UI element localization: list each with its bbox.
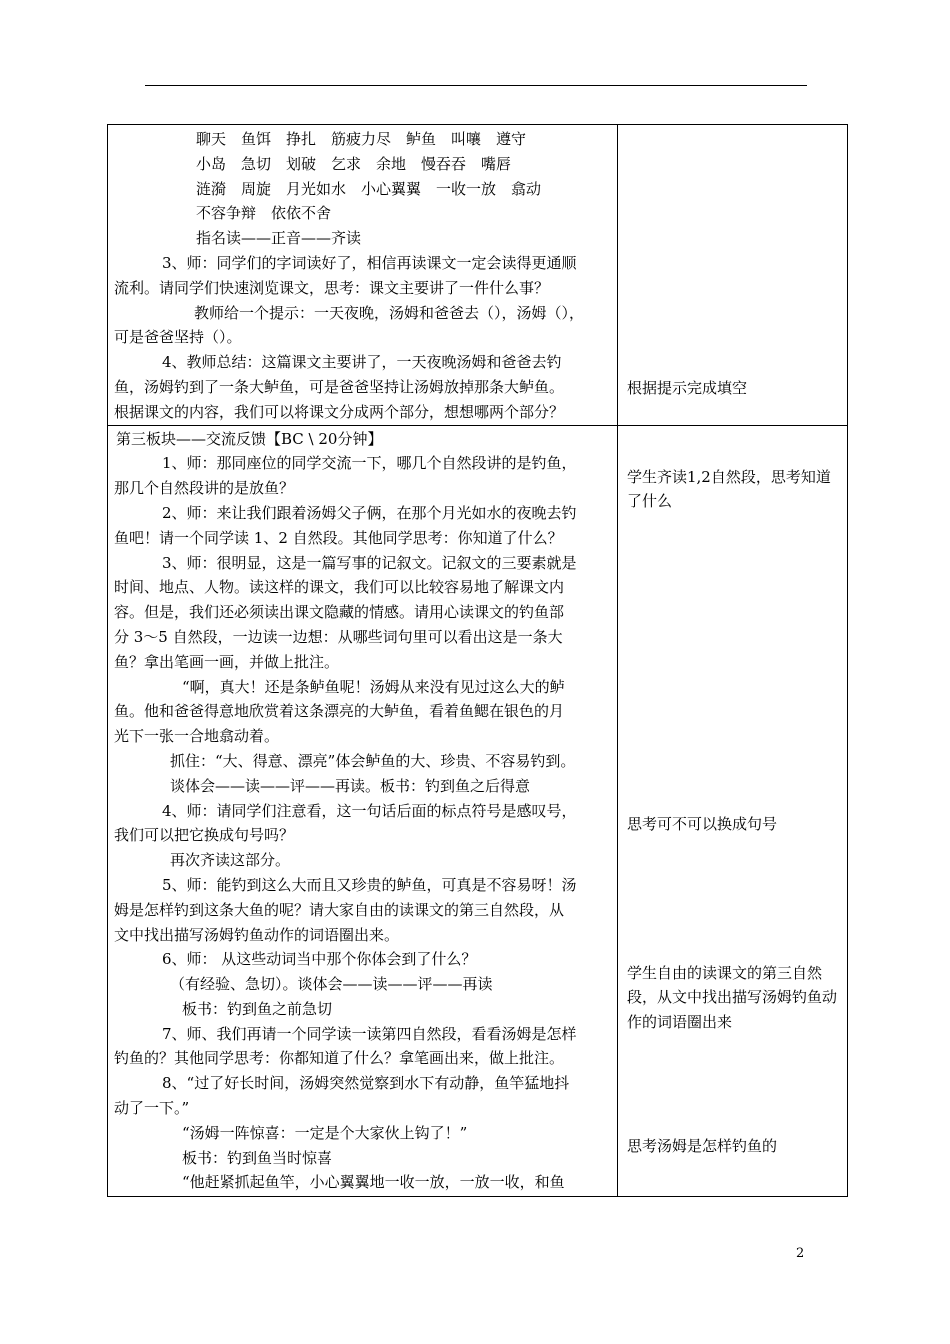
text-line: 5、师：能钓到这么大而且又珍贵的鲈鱼，可真是不容易呀！汤 [162,875,577,894]
text-line: 动了一下。” [114,1099,190,1118]
student-activity-cell [618,425,848,1196]
text-line: 8、“过了好长时间，汤姆突然觉察到水下有动静，鱼竿猛地抖 [162,1074,570,1093]
text-line: 文中找出描写汤姆钓鱼动作的词语圈出来。 [114,925,400,944]
text-line: 可是爸爸坚持（）。 [114,328,242,347]
table-row [108,425,848,1196]
quote-line: “啊，真大！还是条鲈鱼呢！汤姆从来没有见过这么大的鲈 [182,677,565,696]
board-note-line: 板书：钓到鱼之前急切 [182,999,333,1018]
side-note: 思考汤姆是怎样钓鱼的 [627,1136,778,1155]
header-rule [145,85,807,86]
text-line: 再次齐读这部分。 [170,851,291,870]
text-line: 流利。请同学们快速浏览课文，思考：课文主要讲了一件什么事？ [114,278,550,297]
text-line: （有经验、急切）。谈体会——读——评——再读 [170,975,493,994]
side-note: 根据提示完成填空 [627,379,748,397]
quote-line: “他赶紧抓起鱼竿，小心翼翼地一收一放，一放一收，和鱼 [182,1173,565,1192]
text-line: 时间、地点、人物。读这样的课文，我们可以比较容易地了解课文内 [114,578,565,597]
text-line: 那几个自然段讲的是放鱼？ [114,479,295,498]
vocab-line: 小岛 急切 划破 乞求 余地 慢吞吞 嘴唇 [196,154,512,173]
vocab-line: 不容争辩 依依不舍 [196,204,332,223]
quote-line: “汤姆一阵惊喜：一定是个大家伙上钩了！” [182,1123,468,1142]
quote-line: 鱼。他和爸爸得意地欣赏着这条漂亮的大鲈鱼，看着鱼鳃在银色的月 [114,702,565,721]
text-line: 指名读——正音——齐读 [196,229,362,248]
text-line: 我们可以把它换成句号吗？ [114,826,295,845]
side-note: 学生自由的读课文的第三自然段，从文中找出描写汤姆钓鱼动作的词语圈出来 [627,963,838,1031]
text-line: 抓住：“大、得意、漂亮”体会鲈鱼的大、珍贵、不容易钓到。 [170,751,576,770]
lesson-plan-table [107,124,848,1197]
vocab-line: 涟漪 周旋 月光如水 小心翼翼 一收一放 翕动 [196,179,542,198]
text-line: 2、师：来让我们跟着汤姆父子俩，在那个月光如水的夜晚去钓 [162,503,577,522]
text-line: 鱼吧！请一个同学读 1、2 自然段。其他同学思考：你知道了什么？ [114,528,563,547]
teaching-content-cell [108,425,618,1196]
text-line: 容。但是，我们还必须读出课文隐藏的情感。请用心读课文的钓鱼部 [114,603,565,622]
quote-line: 光下一张一合地翕动着。 [114,727,280,746]
text-line: 谈体会——读——评——再读。板书：钓到鱼之后得意 [170,776,531,795]
text-line: 钓鱼的？其他同学思考：你都知道了什么？拿笔画出来，做上批注。 [114,1049,565,1068]
text-line: 4、教师总结：这篇课文主要讲了，一天夜晚汤姆和爸爸去钓 [162,353,562,372]
board-note-line: 板书：钓到鱼当时惊喜 [182,1148,333,1167]
side-note: 学生齐读1,2自然段，思考知道了什么 [627,467,831,511]
student-activity-cell [618,125,848,426]
text-line: 根据课文的内容，我们可以将课文分成两个部分，想想哪两个部分？ [114,402,565,421]
text-line: 分 3～5 自然段，一边读一边想：从哪些词句里可以看出这是一条大 [114,627,563,646]
vocab-line: 聊天 鱼饵 挣扎 筋疲力尽 鲈鱼 叫嚷 遵守 [196,130,527,148]
table-row [108,125,848,426]
text-line: 3、师：很明显，这是一篇写事的记叙文。记叙文的三要素就是 [162,553,577,572]
teaching-content-cell [108,125,618,426]
text-line: 姆是怎样钓到这条大鱼的呢？请大家自由的读课文的第三自然段，从 [114,900,565,919]
text-line: 7、师、我们再请一个同学读一读第四自然段，看看汤姆是怎样 [162,1024,577,1043]
text-line: 鱼，汤姆钓到了一条大鲈鱼，可是爸爸坚持让汤姆放掉那条大鲈鱼。 [114,377,565,396]
text-line: 3、师：同学们的字词读好了，相信再读课文一定会读得更通顺 [162,253,577,272]
text-line: 1、师：那同座位的同学交流一下，哪几个自然段讲的是钓鱼， [162,454,577,473]
page-number: 2 [796,1246,805,1261]
text-line: 鱼？拿出笔画一画，并做上批注。 [114,652,340,671]
text-line: 6、师： 从这些动词当中那个你体会到了什么？ [162,950,477,969]
text-line: 4、师：请同学们注意看，这一句话后面的标点符号是感叹号， [162,801,577,820]
side-note: 思考可不可以换成句号 [627,814,778,833]
section-heading: 第三板块——交流反馈【BC \ 20分钟】 [116,429,383,448]
text-line: 教师给一个提示：一天夜晚，汤姆和爸爸去（），汤姆（）， [194,303,585,322]
